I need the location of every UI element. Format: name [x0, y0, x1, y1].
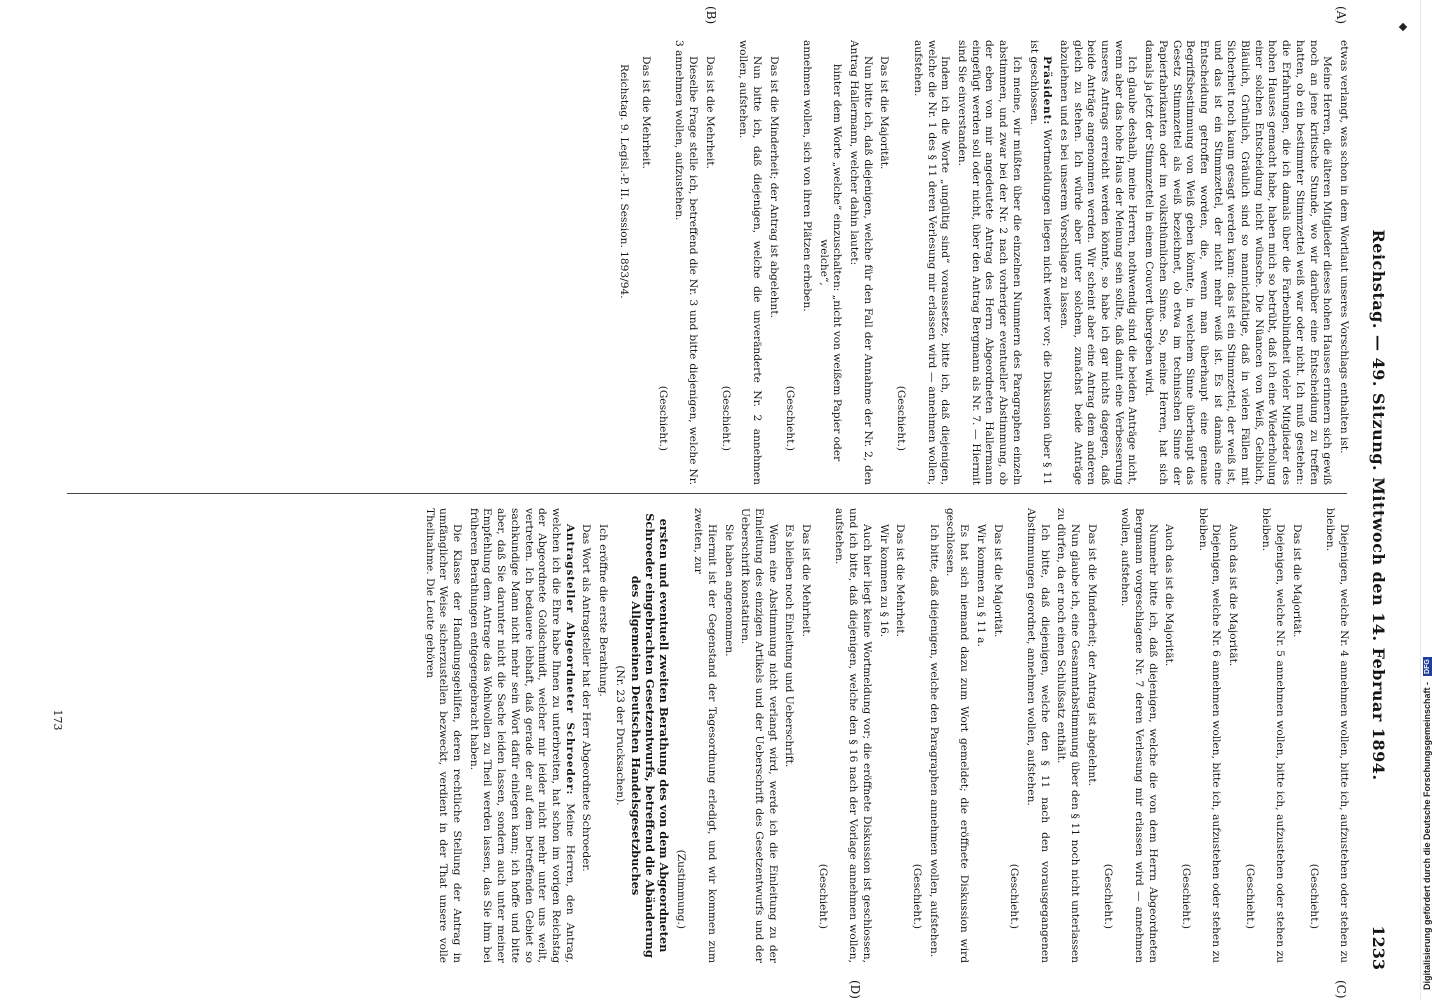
margin-mark-d: (D)	[848, 980, 862, 999]
reaction: (Geschieht.)	[720, 385, 733, 451]
reaction: (Geschieht.)	[895, 385, 908, 451]
paragraph: Nun glaube ich, eine Gesammtabstimmung über den § 11 noch nicht unterlassen zu dürfen, da er noch einen Schlußsatz enthält.	[1055, 508, 1082, 963]
paragraph: Diejenigen, welche Nr. 6 annehmen wollen, bitte ich, aufzustehen oder stehen zu bleiben.	[1196, 508, 1223, 963]
paragraph: Diejenigen, welche Nr. 5 annehmen wollen, bitte ich, aufzustehen oder stehen zu bleiben.	[1260, 508, 1287, 963]
paragraph: Ich bitte, daß diejenigen, welche den § 11 nach den vorausgegangenen Abstimmungen geordnet, annehmen wollen, aufstehen.	[1024, 508, 1051, 963]
reaction: (Geschieht.)	[1307, 863, 1320, 929]
paragraph: Ich meine, wir müßten über die einzelnen Nummern des Paragraphen einzeln abstimmen, und zwar bei der Nr. 2 nach vorheriger eventueller Abstimmung, ob der eben von mir angedeutete Antrag des Herrn Abgeordneten Hallermann eingefügt werden soll oder nicht, über den Antrag Bergmann als Nr. 7. — Hiermit sind Sie einverstanden.	[956, 40, 1023, 485]
paragraph: Nun bitte ich, daß diejenigen, welche die unveränderte Nr. 2 annehmen wollen, aufstehen.	[737, 40, 763, 485]
speech-text: Wortmeldungen liegen nicht weiter vor; die Diskussion über § 11 ist geschlossen.	[1027, 40, 1054, 485]
page-header	[1358, 40, 1388, 970]
digitization-credit	[1421, 0, 1432, 1000]
speaker-paragraph	[1026, 40, 1053, 485]
paragraph: Das ist die Mehrheit.	[703, 56, 716, 169]
paragraph: annehmen wollen, sich von ihren Plätzen erheben.	[800, 40, 813, 312]
paragraph: Es bleiben noch Einleitung und Ueberschrift.	[783, 524, 796, 768]
paragraph: Auch das ist die Majorität.	[1227, 524, 1240, 667]
paragraph: Das ist die Majorität.	[991, 524, 1004, 638]
quoted-amendment: hinter dem Worte „welche“ einzuschalten: „nicht von weißem Papier oder welche“,	[817, 63, 844, 462]
reaction: (Geschieht.)	[1243, 863, 1256, 929]
header-title: Reichstag. — 49. Sitzung. Mittwoch den 14. Februar 1894.	[1369, 229, 1388, 781]
signature-number: 173	[51, 709, 64, 731]
paragraph: etwas verlangt, was schon in dem Wortlaut unseres Vorschlags enthalten ist.	[1338, 40, 1350, 454]
dfg-logo: DFG	[1423, 659, 1431, 674]
paragraph: Sie haben angenommen.	[722, 524, 735, 657]
print-signature: Reichstag. 9. Legisl.-P. II. Session. 1893/94.	[618, 64, 631, 299]
paragraph: Das ist die Mehrheit.	[639, 56, 652, 169]
paragraph: Dieselbe Frage stelle ich, betreffend die Nr. 3 und bitte diejenigen, welche Nr. 3 annehmen wollen, aufzustehen.	[673, 40, 700, 485]
paragraph: Das ist die Majorität.	[1290, 524, 1303, 638]
paragraph: Ich bitte, daß diejenigen, welche den Paragraphen annehmen wollen, aufstehen.	[927, 524, 940, 958]
paragraph: Hiermit ist der Gegenstand der Tagesordnung erledigt, und wir kommen zum zweiten, zur	[692, 508, 718, 963]
paragraph: Die Klasse der Handlungsgehilfen, deren rechtliche Stellung der Antrag in umfänglicher Weise sicherzustellen bezweckt, verdient in der That unsere volle Theilnahme. Die Leute gehören	[423, 508, 464, 963]
paragraph: Ich glaube deshalb, meine Herren, nothwendig sind die beiden Anträge nicht, wenn aber das hohe Haus der Meinung sein sollte, daß damit eine Verbesserung unseres Antrags erreicht werden könnte, so habe ich gar nichts dagegen, daß beide Anträge angenommen werden. Wir scheint aber eine Antrag dem anderen gleich zu stehen. Ich würde aber unter solchem, zunächst beide Anträge abzulehnen und es bei unserem Vorschlage zu lassen.	[1057, 40, 1139, 485]
paragraph: Nun bitte ich, daß diejenigen, welche für den Fall der Annahme der Nr. 2, den Antrag Hallermann, welcher dahin lautet:	[848, 40, 874, 485]
paragraph: Das ist die Minderheit; der Antrag ist abgelehnt.	[1085, 524, 1098, 786]
paragraph: Wir kommen zu § 11 a.	[974, 524, 987, 647]
reaction: (Zustimmung.)	[675, 849, 688, 929]
page-number: 1233	[1369, 925, 1388, 970]
digitization-strip	[1420, 0, 1432, 1000]
left-column	[614, 40, 1350, 485]
column-divider	[67, 493, 1347, 494]
scan-speck	[1399, 23, 1407, 31]
reaction: (Geschieht.)	[911, 863, 924, 929]
agenda-item-title: ersten und eventuell zweiten Berathung des von dem Abgeordneten Schroeder eingebrachten Gesetzentwurfs, betreffend die Abänderung des Allgemeinen Deutschen Handelsgesetzbuches	[628, 513, 671, 958]
reaction: (Geschieht.)	[1008, 863, 1021, 929]
paragraph: Das ist die Mehrheit.	[894, 524, 907, 637]
speaker-paragraph	[466, 508, 576, 963]
speech-text: Meine Herren, den Antrag, welchen ich die Ehre habe Ihnen zu unterbreiten, hat schon im vorigen Reichstag der Abgeordnete Goldschmidt, welcher mir leider nicht mehr unter uns weilt, vertreten. Ich bedauere lebhaft, daß gerade der auf dem betreffenden Gebiet so sachkundige Mann nicht mehr sein Wort dafür einlegen kann; ich hoffe und bitte aber, daß Sie darunter nicht die Sache leiden lassen, sondern auch unter meiner Empfehlung dem Antrage das Wohlwollen zu Theil werden lassen, das Sie ihm bei früheren Berathungen entgegengebracht haben.	[467, 508, 576, 963]
reaction: (Geschieht.)	[784, 385, 797, 451]
reaction: (Geschieht.)	[816, 863, 829, 929]
paragraph: Meine Herren, die älteren Mitglieder dieses hohen Hauses erinnern sich gewiß noch an jene kritische Stunde, wo wir darüber eine Entscheidung zu treffen hatten, ob ein bestimmter Stimmzettel weiß war oder nicht. Ich muß gestehen: die Erfahrungen, die ich damals über die Farbenblindheit vieler Mitglieder des hohen Hauses gemacht habe, haben mich so betrübt, daß ich eine Wiederholung einer solchen Entscheidung nicht wünsche. Die Nüancen von Weiß, Gelblich, Bläulich, Grünlich, Gräulich sind so mannichfaltige, daß in vielen Fällen mit Sicherheit noch kaum gesagt werden kann: das ist ein Stimmzettel, der weiß ist, und das ist ein Stimmzettel, der nicht mehr weiß ist. Es ist damals eine Entscheidung getroffen worden, die, wenn man überhaupt eine genaue Begriffsbestimmung von Weiß geben könnte, in welchem Sinne überhaupt das Gesetz Stimmzettel als weiß bezeichnet, ob etwa im technischen Sinne der Papierfabrikanten oder im volksthümlichen Sinne. So, meine Herren, hat sich damals ja jetzt der Stimmzettel in einem Couvert übergeben wird.	[1143, 40, 1334, 485]
paragraph: Das ist die Minderheit; der Antrag ist abgelehnt.	[767, 56, 780, 318]
reaction: (Geschieht.)	[1179, 863, 1192, 929]
paragraph: Auch hier liegt keine Wortmeldung vor; die eröffnete Diskussion ist geschlossen, und ich bitte, daß diejenigen, welche den § 16 nach der Vorlage annehmen wollen, aufstehen.	[833, 508, 873, 963]
credit-text: Digitalisierung gefördert durch die Deutsche Forschungsgemeinschaft -	[1422, 681, 1432, 990]
paragraph: Wenn eine Abstimmung nicht verlangt wird, werde ich die Einleitung zu der Einleitung des einzigen Artikels und der Ueberschrift des Gesetzentwurfs und der Ueberschrift konstatiren.	[739, 508, 779, 963]
margin-mark-b: (B)	[704, 6, 718, 25]
agenda-item-reference: (Nr. 23 der Drucksachen).	[613, 665, 626, 806]
speaker-name: Antragsteller Abgeordneter Schroeder:	[563, 524, 576, 796]
paragraph: Wir kommen zu § 16.	[877, 524, 890, 638]
paragraph: Das ist die Majorität.	[878, 56, 891, 170]
margin-mark-c: (C)	[1334, 980, 1348, 999]
reaction: (Geschieht.)	[656, 385, 669, 451]
paragraph: Das Wort als Antragsteller hat der Herr Abgeordnete Schroeder.	[580, 524, 593, 872]
right-column	[419, 508, 1350, 963]
reaction: (Geschieht.)	[1102, 863, 1115, 929]
paragraph: Diejenigen, welche Nr. 4 annehmen wollen, bitte ich, aufzustehen oder stehen zu bleiben.	[1324, 508, 1350, 963]
paragraph: Indem ich die Worte „ungültig sind“ voraussetze, bitte ich, daß diejenigen, welche die Nr. 1 des § 11 deren Verlesung mir erlassen wird — annehmen wollen, aufstehen.	[911, 40, 952, 485]
speaker-name: Präsident:	[1041, 56, 1054, 126]
paragraph: Es hat sich niemand dazu zum Wort gemeldet; die eröffnete Diskussion wird geschlossen.	[944, 508, 971, 963]
paragraph: Auch das ist die Majorität.	[1163, 524, 1176, 667]
paragraph: Nunmehr bitte ich, daß diejenigen, welche die von dem Herrn Abgeordneten Bergmann vorgeschlagene Nr. 7 deren Verlesung mir erlassen wird — annehmen wollen, aufstehen.	[1119, 508, 1159, 963]
margin-mark-a: (A)	[1334, 6, 1348, 25]
paragraph: Ich eröffne die erste Berathung.	[597, 524, 610, 697]
paragraph: Das ist die Mehrheit.	[800, 524, 813, 637]
